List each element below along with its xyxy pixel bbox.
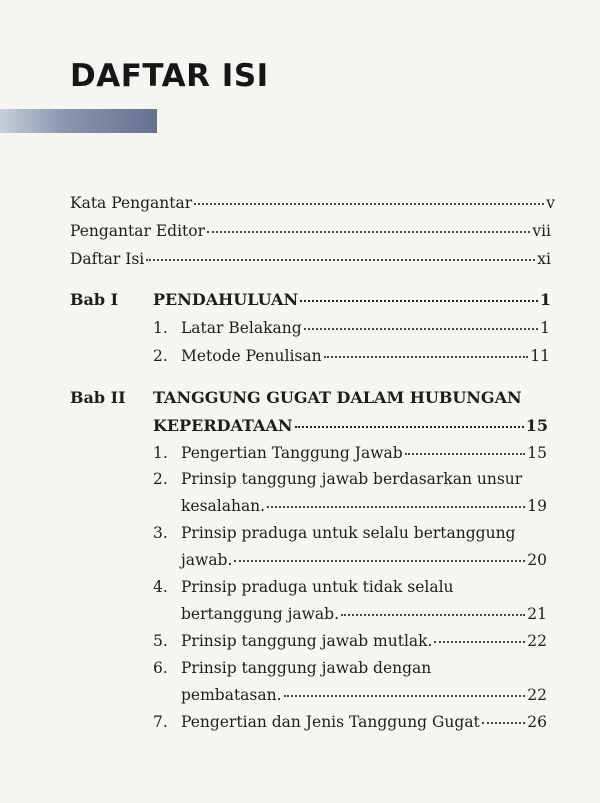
section-number: 2. xyxy=(153,470,168,488)
dot-leader xyxy=(324,356,529,358)
chapter-title-line[interactable]: TANGGUNG GUGAT DALAM HUBUNGAN xyxy=(153,388,522,407)
toc-page-number: 15 xyxy=(525,416,548,435)
section-number: 2. xyxy=(153,347,168,365)
toc-page-number: xi xyxy=(537,250,551,268)
toc-page-number: 15 xyxy=(527,444,547,462)
section-number: 4. xyxy=(153,578,168,596)
section-number: 1. xyxy=(153,319,168,337)
section-number: 3. xyxy=(153,524,168,542)
section-title-line[interactable]: Prinsip praduga untuk tidak selalu xyxy=(181,578,454,596)
chapter-label: Bab I xyxy=(70,290,119,309)
title-underline-bar xyxy=(0,109,157,133)
toc-page-number: 1 xyxy=(540,319,550,337)
toc-section-pengertian-tanggung-jawab[interactable] xyxy=(181,444,547,462)
toc-entry-daftar-isi[interactable] xyxy=(70,250,551,268)
toc-section-praduga-tidak-selalu[interactable] xyxy=(181,605,547,623)
dot-leader xyxy=(267,506,525,508)
section-title: pembatasan. xyxy=(181,686,282,704)
toc-section-jenis-tanggung-gugat[interactable] xyxy=(181,713,547,731)
section-title-line[interactable]: Prinsip tanggung jawab dengan xyxy=(181,659,432,677)
chapter-title: PENDAHULUAN xyxy=(153,290,299,309)
toc-section-praduga-selalu[interactable] xyxy=(181,551,547,569)
toc-section-tanggung-jawab-mutlak[interactable] xyxy=(181,632,547,650)
dot-leader xyxy=(341,614,525,616)
chapter-title: KEPERDATAAN xyxy=(153,416,293,435)
section-title: Pengertian dan Jenis Tanggung Gugat xyxy=(181,713,480,731)
section-title: kesalahan. xyxy=(181,497,266,515)
section-number: 6. xyxy=(153,659,168,677)
toc-page-number: 1 xyxy=(539,290,551,309)
toc-page-number: 21 xyxy=(527,605,547,623)
toc-section-pembatasan[interactable] xyxy=(181,686,547,704)
section-title-line[interactable]: Prinsip praduga untuk selalu bertanggung xyxy=(181,524,516,542)
toc-page-number: 22 xyxy=(527,686,547,704)
section-number: 1. xyxy=(153,444,168,462)
toc-entry-label: Pengantar Editor xyxy=(70,222,206,240)
dot-leader xyxy=(300,300,538,302)
section-title: Latar Belakang xyxy=(181,319,302,337)
toc-section-metode-penulisan[interactable] xyxy=(181,347,550,365)
section-title: bertanggung jawab. xyxy=(181,605,340,623)
dot-leader xyxy=(304,328,538,330)
dot-leader xyxy=(284,695,526,697)
section-title: Pengertian Tanggung Jawab xyxy=(181,444,403,462)
dot-leader xyxy=(207,231,530,233)
toc-page-number: v xyxy=(546,194,555,212)
page-title: DAFTAR ISI xyxy=(70,58,269,94)
section-number: 7. xyxy=(153,713,168,731)
toc-section-latar-belakang[interactable] xyxy=(181,319,550,337)
toc-page-number: 22 xyxy=(527,632,547,650)
dot-leader xyxy=(295,426,524,428)
toc-page-number: 11 xyxy=(530,347,550,365)
dot-leader xyxy=(234,560,525,562)
section-number: 5. xyxy=(153,632,168,650)
toc-section-kesalahan[interactable] xyxy=(181,497,547,515)
toc-entry-label: Daftar Isi xyxy=(70,250,145,268)
section-title-line[interactable]: Prinsip tanggung jawab berdasarkan unsur xyxy=(181,470,523,488)
toc-chapter-2[interactable] xyxy=(153,416,548,435)
toc-page-number: vii xyxy=(532,222,551,240)
toc-page-number: 26 xyxy=(527,713,547,731)
dot-leader xyxy=(194,203,544,205)
dot-leader xyxy=(405,453,526,455)
toc-page-number: 20 xyxy=(527,551,547,569)
dot-leader xyxy=(146,259,535,261)
dot-leader xyxy=(434,641,525,643)
section-title: jawab. xyxy=(181,551,233,569)
section-title: Metode Penulisan xyxy=(181,347,322,365)
toc-page-number: 19 xyxy=(527,497,547,515)
toc-entry-pengantar-editor[interactable] xyxy=(70,222,551,240)
dot-leader xyxy=(482,722,525,724)
toc-chapter-1[interactable] xyxy=(153,290,551,309)
toc-entry-label: Kata Pengantar xyxy=(70,194,193,212)
section-title: Prinsip tanggung jawab mutlak. xyxy=(181,632,433,650)
toc-entry-kata-pengantar[interactable] xyxy=(70,194,555,212)
chapter-label: Bab II xyxy=(70,388,126,407)
